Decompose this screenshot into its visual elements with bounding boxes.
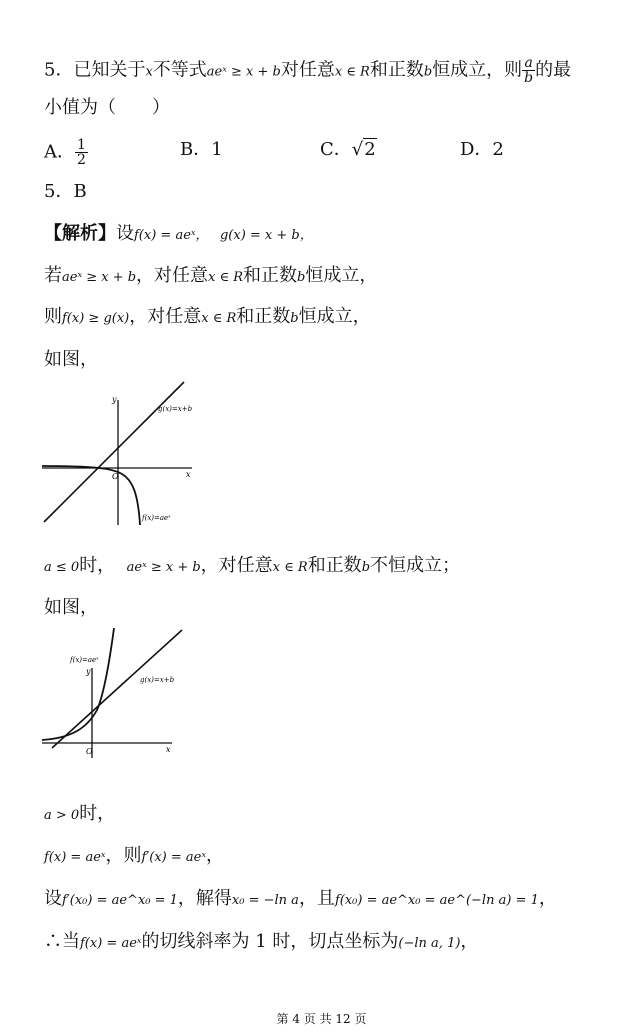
option-d: D．2 <box>460 139 504 160</box>
question-var-x: x <box>145 64 153 80</box>
analysis-l4-c: 和正数 <box>307 555 362 576</box>
analysis-l4-a: 时， <box>79 555 116 576</box>
fig1-label-f: f(x)=aeˣ <box>142 514 171 522</box>
question-text-d: 和正数 <box>369 59 424 81</box>
option-b: B．1 <box>180 139 223 160</box>
analysis-l2-c: 和正数 <box>243 265 298 286</box>
question-x-in-r: x ∈ R <box>334 64 370 80</box>
analysis-l2-b: ，对任意 <box>136 265 209 286</box>
analysis-l4-cond: a ≤ 0 <box>44 560 80 575</box>
option-c-sqrt: √2 <box>351 139 376 160</box>
fig1-label-g: g(x)=x+b <box>158 405 193 413</box>
answer: 5．B <box>44 181 87 202</box>
fig2-label-f: f(x)=aeˣ <box>70 656 99 664</box>
analysis-l8-f: f(x) = aeˣ <box>80 936 142 951</box>
question-fraction <box>522 56 535 85</box>
analysis-l3-var: b <box>290 311 299 326</box>
analysis-l8-a: ∴当 <box>44 931 80 952</box>
question-var-b: b <box>423 64 433 80</box>
fig1-label-x: x <box>186 470 191 479</box>
analysis-l7-c: ，且 <box>298 888 335 909</box>
question-inequality: aeˣ ≥ x + b <box>206 64 281 80</box>
analysis-l6-f: f(x) = aeˣ <box>44 850 106 865</box>
analysis-l5-cond: a > 0 <box>44 808 80 823</box>
fig1-label-y: y <box>112 395 117 404</box>
analysis-line-2 <box>44 264 377 290</box>
analysis-l4-ineq: aeˣ ≥ x + b <box>126 560 201 575</box>
analysis-l2-a: 若 <box>44 265 62 286</box>
analysis-l8-c: ， <box>460 931 479 952</box>
analysis-l2-d: 恒成立， <box>305 265 378 286</box>
question-line-2: 小值为（ ） <box>44 97 170 118</box>
analysis-l3-a: 则 <box>44 306 62 327</box>
question-line-1 <box>44 56 571 85</box>
analysis-l3-d: 恒成立， <box>298 306 371 327</box>
analysis-line-6 <box>44 844 224 870</box>
analysis-l7-d: ， <box>538 888 557 909</box>
question-text-a: 已知关于 <box>73 59 146 81</box>
analysis-line-1 <box>44 222 313 248</box>
analysis-l7-eq2: f(x₀) = ae^x₀ = ae^(−ln a) = 1 <box>334 893 539 908</box>
analysis-l3-x: x ∈ R <box>201 311 237 326</box>
analysis-l1-text: 设 <box>116 223 134 244</box>
page-footer: 第 4 页 共 12 页 <box>276 1012 367 1026</box>
analysis-line-8 <box>44 930 478 956</box>
figure-1 <box>42 380 202 530</box>
option-c-radicand: 2 <box>364 139 376 160</box>
analysis-l4-var: b <box>361 560 371 575</box>
fig2-label-o: O <box>86 747 93 756</box>
analysis-l6-fp: f′(x) = aeˣ <box>141 850 206 865</box>
analysis-l7-sol: x₀ = −ln a <box>231 893 299 908</box>
analysis-l3-c: 和正数 <box>236 306 291 327</box>
analysis-l3-ineq: f(x) ≥ g(x) <box>62 311 130 326</box>
fraction-denominator: b <box>524 70 534 86</box>
fig2-curve-f <box>42 628 114 740</box>
analysis-line-4 <box>44 554 460 580</box>
option-a-numerator: 1 <box>77 137 86 153</box>
analysis-l2-ineq: aeˣ ≥ x + b <box>62 270 137 285</box>
analysis-l2-x: x ∈ R <box>208 270 244 285</box>
analysis-l6-b: ， <box>205 845 224 866</box>
as-figure-1: 如图， <box>44 349 98 370</box>
option-c-label: C． <box>320 139 352 160</box>
option-a-fraction <box>75 138 88 167</box>
analysis-line-7 <box>44 887 557 913</box>
analysis-l6-a: ，则 <box>105 845 142 866</box>
question-text-c: 对任意 <box>280 59 335 81</box>
analysis-line-3 <box>44 305 371 331</box>
as-figure-2: 如图， <box>44 597 98 618</box>
analysis-l7-b: ，解得 <box>177 888 232 909</box>
fig2-line-g <box>52 630 182 748</box>
option-a-label: A． <box>44 141 75 163</box>
analysis-l7-eq: f′(x₀) = ae^x₀ = 1 <box>62 893 178 908</box>
analysis-l5-a: 时， <box>79 803 116 824</box>
fig1-label-o: O <box>112 472 119 481</box>
option-a-denominator: 2 <box>77 152 86 168</box>
analysis-l8-b: 的切线斜率为 1 时，切点坐标为 <box>141 931 399 952</box>
analysis-l3-b: ，对任意 <box>129 306 202 327</box>
question-number: 5． <box>44 59 74 81</box>
question-text-f: 的最 <box>535 59 572 81</box>
question-text-e: 恒成立，则 <box>432 59 523 81</box>
analysis-l4-x: x ∈ R <box>272 560 308 575</box>
fig2-label-x: x <box>166 745 171 754</box>
analysis-l4-d: 不恒成立； <box>370 555 461 576</box>
analysis-l1-f: f(x) = aeˣ， <box>134 228 209 243</box>
figure-2 <box>42 628 202 768</box>
fig2-label-y: y <box>86 667 91 676</box>
option-a <box>44 138 88 167</box>
analysis-l7-a: 设 <box>44 888 62 909</box>
analysis-l8-pt: (−ln a, 1) <box>398 936 461 951</box>
analysis-l4-b: ，对任意 <box>200 555 273 576</box>
fig2-label-g: g(x)=x+b <box>140 676 175 684</box>
option-c <box>320 138 377 162</box>
analysis-line-5 <box>44 802 115 828</box>
fraction-numerator: a <box>522 56 535 71</box>
analysis-l2-var: b <box>297 270 306 285</box>
analysis-tag: 【解析】 <box>44 223 116 244</box>
question-text-b: 不等式 <box>152 59 207 81</box>
analysis-l1-g: g(x) = x + b， <box>219 228 313 243</box>
